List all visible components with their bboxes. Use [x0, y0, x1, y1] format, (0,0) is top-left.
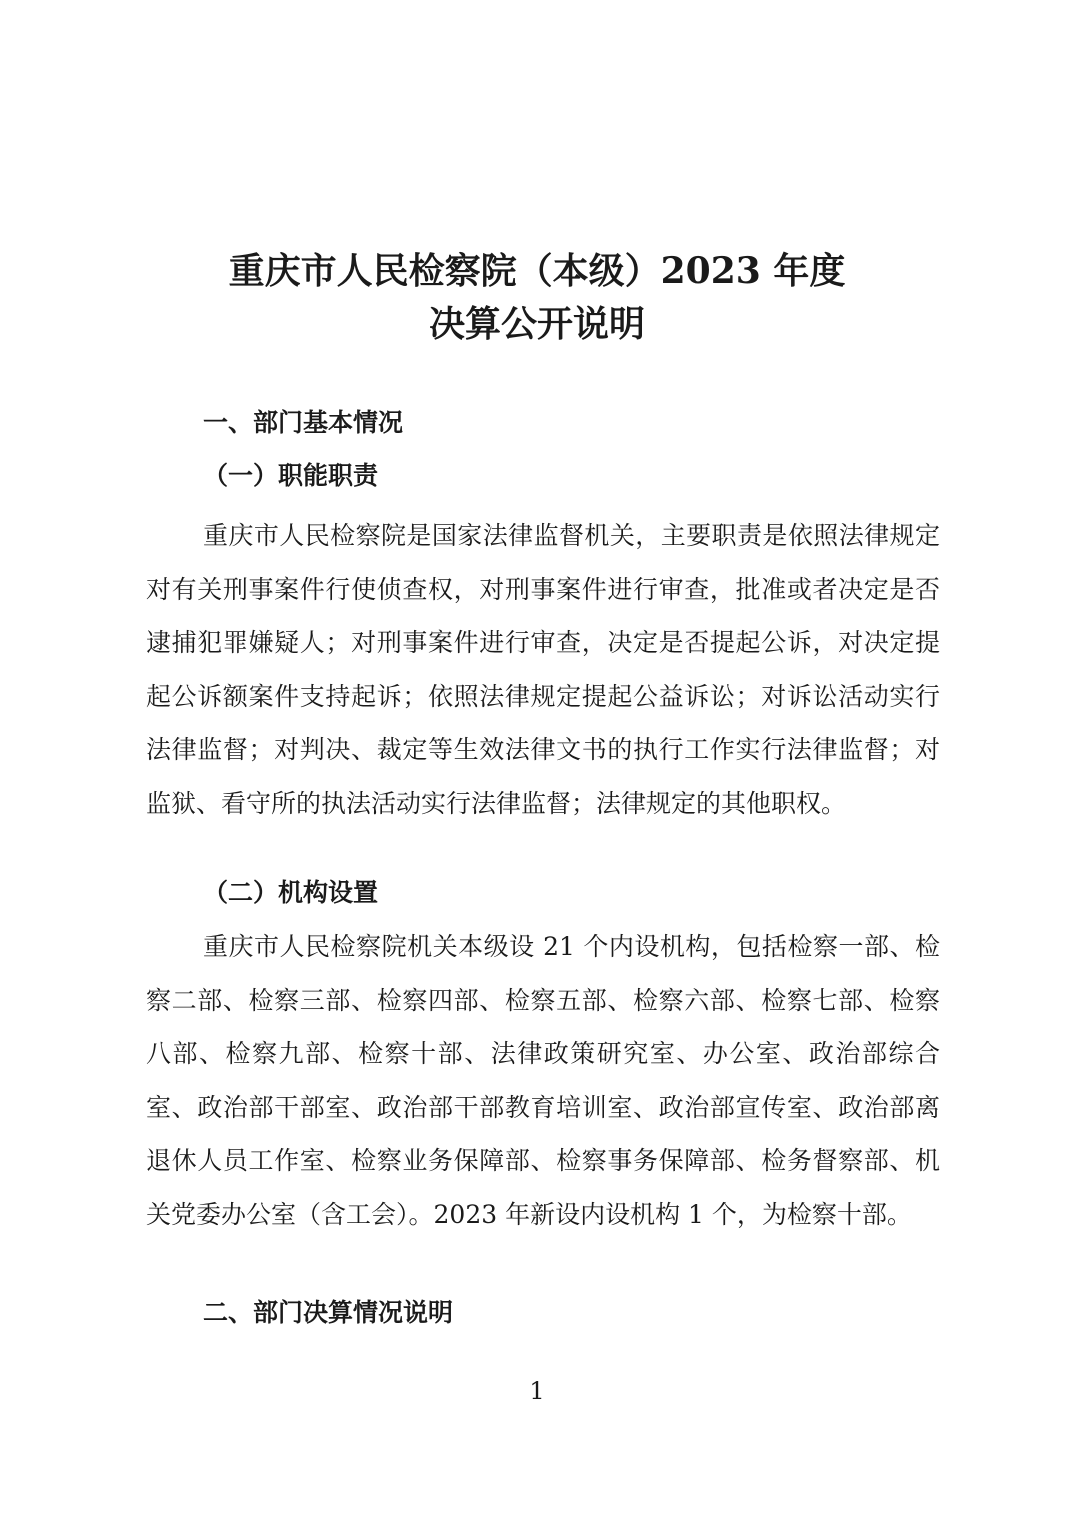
- document-title-line1: 重庆市人民检察院（本级）2023 年度: [228, 250, 846, 292]
- section2-heading: 二、部门决算情况说明: [203, 1298, 454, 1327]
- section1-sub2-heading: （二）机构设置: [203, 878, 379, 907]
- document-title-line2: 决算公开说明: [428, 303, 645, 345]
- section1-sub2-body: 重庆市人民检察院机关本级设 21 个内设机构，包括检察一部、检察二部、检察三部、检察四部、检察五部、检察六部、检察七部、检察八部、检察九部、检察十部、法律政策研究室、办公室、政治部综合室、政治部干部室、政治部干部教育培训室、政治部宣传室、政治部离退休人员工作室、检察业务保障部、检察事务保障部、检务督察部、机关党委办公室（含工会）。2023 年新设内设机构 1 个，为检察十部。: [146, 932, 940, 1229]
- section1-sub1-body: 重庆市人民检察院是国家法律监督机关，主要职责是依照法律规定对有关刑事案件行使侦查权，对刑事案件进行审查，批准或者决定是否逮捕犯罪嫌疑人；对刑事案件进行审查，决定是否提起公诉，对决定提起公诉额案件支持起诉；依照法律规定提起公益诉讼；对诉讼活动实行法律监督；对判决、裁定等生效法律文书的执行工作实行法律监督；对监狱、看守所的执法活动实行法律监督；法律规定的其他职权。: [146, 521, 940, 818]
- section1-sub1-heading: （一）职能职责: [203, 461, 379, 490]
- section1-heading: 一、部门基本情况: [203, 408, 404, 437]
- page-number: 1: [529, 1377, 545, 1405]
